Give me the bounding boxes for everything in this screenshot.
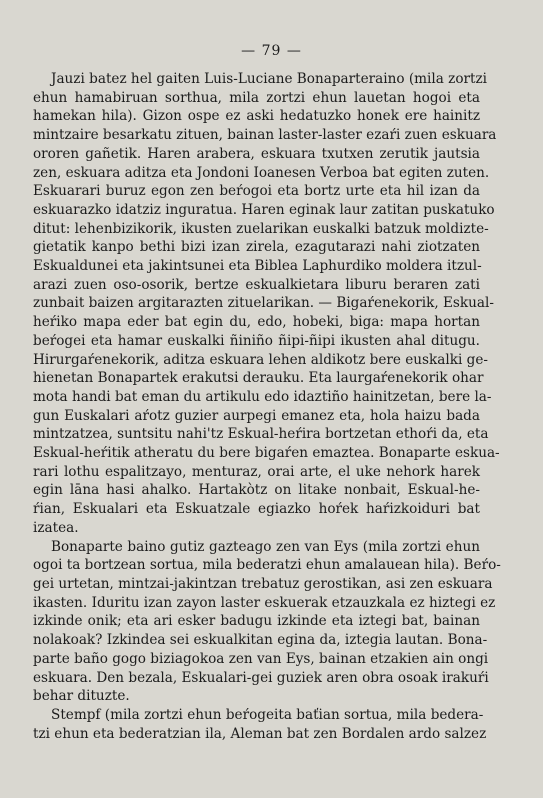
body-text (33, 70, 501, 743)
text-line: beŕogei eta hamar euskalki ñiniño ñipi-ñipi ikusten ahal ditugu. (33, 332, 480, 349)
text-line: mintzatzea, suntsitu nahi'tz Eskual-heŕira bortzetan ethoŕi da, eta (33, 426, 489, 443)
text-line: ehun hamabiruan sorthua, mila zortzi ehun lauetan hogoi eta (33, 89, 480, 106)
text-line: Jauzi batez hel gaiten Luis-Luciane Bonaparteraino (mila zortzi (51, 71, 487, 87)
text-line: hienetan Bonapartek erakutsi derauku. Eta laurgaŕenekorik ohar (33, 370, 484, 387)
text-line: behar dituzte. (33, 688, 130, 705)
text-line: parte baño gogo biziagokoa zen van Eys, bainan etzakien ain ongi (33, 650, 489, 667)
text-line: Hirurgaŕenekorik, aditza eskuara lehen aldikotz bere euskalki ge- (33, 351, 488, 368)
text-line: ŕian, Eskualari eta Eskuatzale egiazko hoŕek haŕizkoiduri bat (33, 501, 480, 518)
text-line: ororen gañetik. Haren arabera, eskuara txutxen zerutik jautsia (33, 145, 480, 162)
text-line: gietatik kanpo bethi bizi izan zirela, ezagutarazi nahi ziotzaten (33, 239, 480, 256)
text-line: gun Euskalari aŕotz guzier aurpegi emanez eta, hola haizu bada (33, 407, 480, 424)
text-line: tzi ehun eta bederatzian ila, Aleman bat zen Bordalen ardo salzez (33, 725, 487, 742)
text-line: egin lāna hasi ahalko. Hartakòtz on litake nonbait, Eskual-he- (33, 482, 480, 499)
text-line: izatea. (33, 519, 79, 536)
text-line: nolakoak? Izkindea sei eskualkitan egina da, iztegia lautan. Bona- (33, 632, 488, 649)
text-line: Eskuarari buruz egon zen beŕogoi eta bortz urte eta hil izan da (33, 183, 480, 200)
text-line: eskuara. Den bezala, Eskualari-gei guziek aren obra osoak irakuŕi (33, 669, 489, 686)
text-line: ditut: lehenbizikorik, ikusten zuelarikan euskalki batzuk moldizte- (33, 220, 489, 237)
text-line: heŕiko mapa eder bat egin du, edo, hobeki, biga: mapa hortan (33, 314, 480, 331)
text-line: Stempf (mila zortzi ehun beŕogeita baťian sortua, mila bedera- (51, 706, 484, 723)
text-line: arazi zuen oso-osorik, bertze eskualkietara liburu beraren zati (33, 276, 480, 293)
text-line: rari lothu espalitzayo, menturaz, orai arte, el uke nehork harek (33, 463, 480, 480)
text-line: mintzaire besarkatu zituen, bainan laster-laster ezaŕi zuen eskuara (33, 127, 497, 144)
text-line: mota handi bat eman du artikulu edo idaztiño hainitzetan, bere la- (33, 388, 492, 405)
text-line: zunbait baizen argitarazten zituelarikan. — Bigaŕenekorik, Eskual- (33, 295, 494, 312)
text-line: gei urtetan, mintzai-jakintzan trebatuz gerostikan, asi zen eskuara (33, 575, 493, 592)
text-line: ikasten. Iduritu izan zayon laster eskuerak etzauzkala ez hiztegi ez (33, 594, 496, 611)
text-line: ogoi ta bortzean sortua, mila bederatzi ehun amalauean hila). Beŕo- (33, 557, 501, 574)
text-line: hamekan hila). Gizon ospe ez aski hedatuzko honek ere hainitz (33, 108, 480, 125)
page-number: — 79 — (241, 43, 302, 59)
text-line: zen, eskuara aditza eta Jondoni Ioanesen Verboa bat egiten zuten. (33, 164, 490, 181)
text-line: izkinde onik; eta ari esker badugu izkinde eta iztegi bat, bainan (33, 613, 480, 630)
text-line: Eskualdunei eta jakintsunei eta Biblea Laphurdiko moldera itzul- (33, 258, 482, 275)
text-line: Eskual-heŕitik atheratu du bere bigaŕen emaztea. Bonaparte eskua- (33, 445, 500, 462)
text-line: Bonaparte baino gutiz gazteago zen van Eys (mila zortzi ehun (51, 538, 480, 555)
text-line: eskuarazko idatziz inguratua. Haren eginak laur zatitan puskatuko (33, 201, 495, 218)
